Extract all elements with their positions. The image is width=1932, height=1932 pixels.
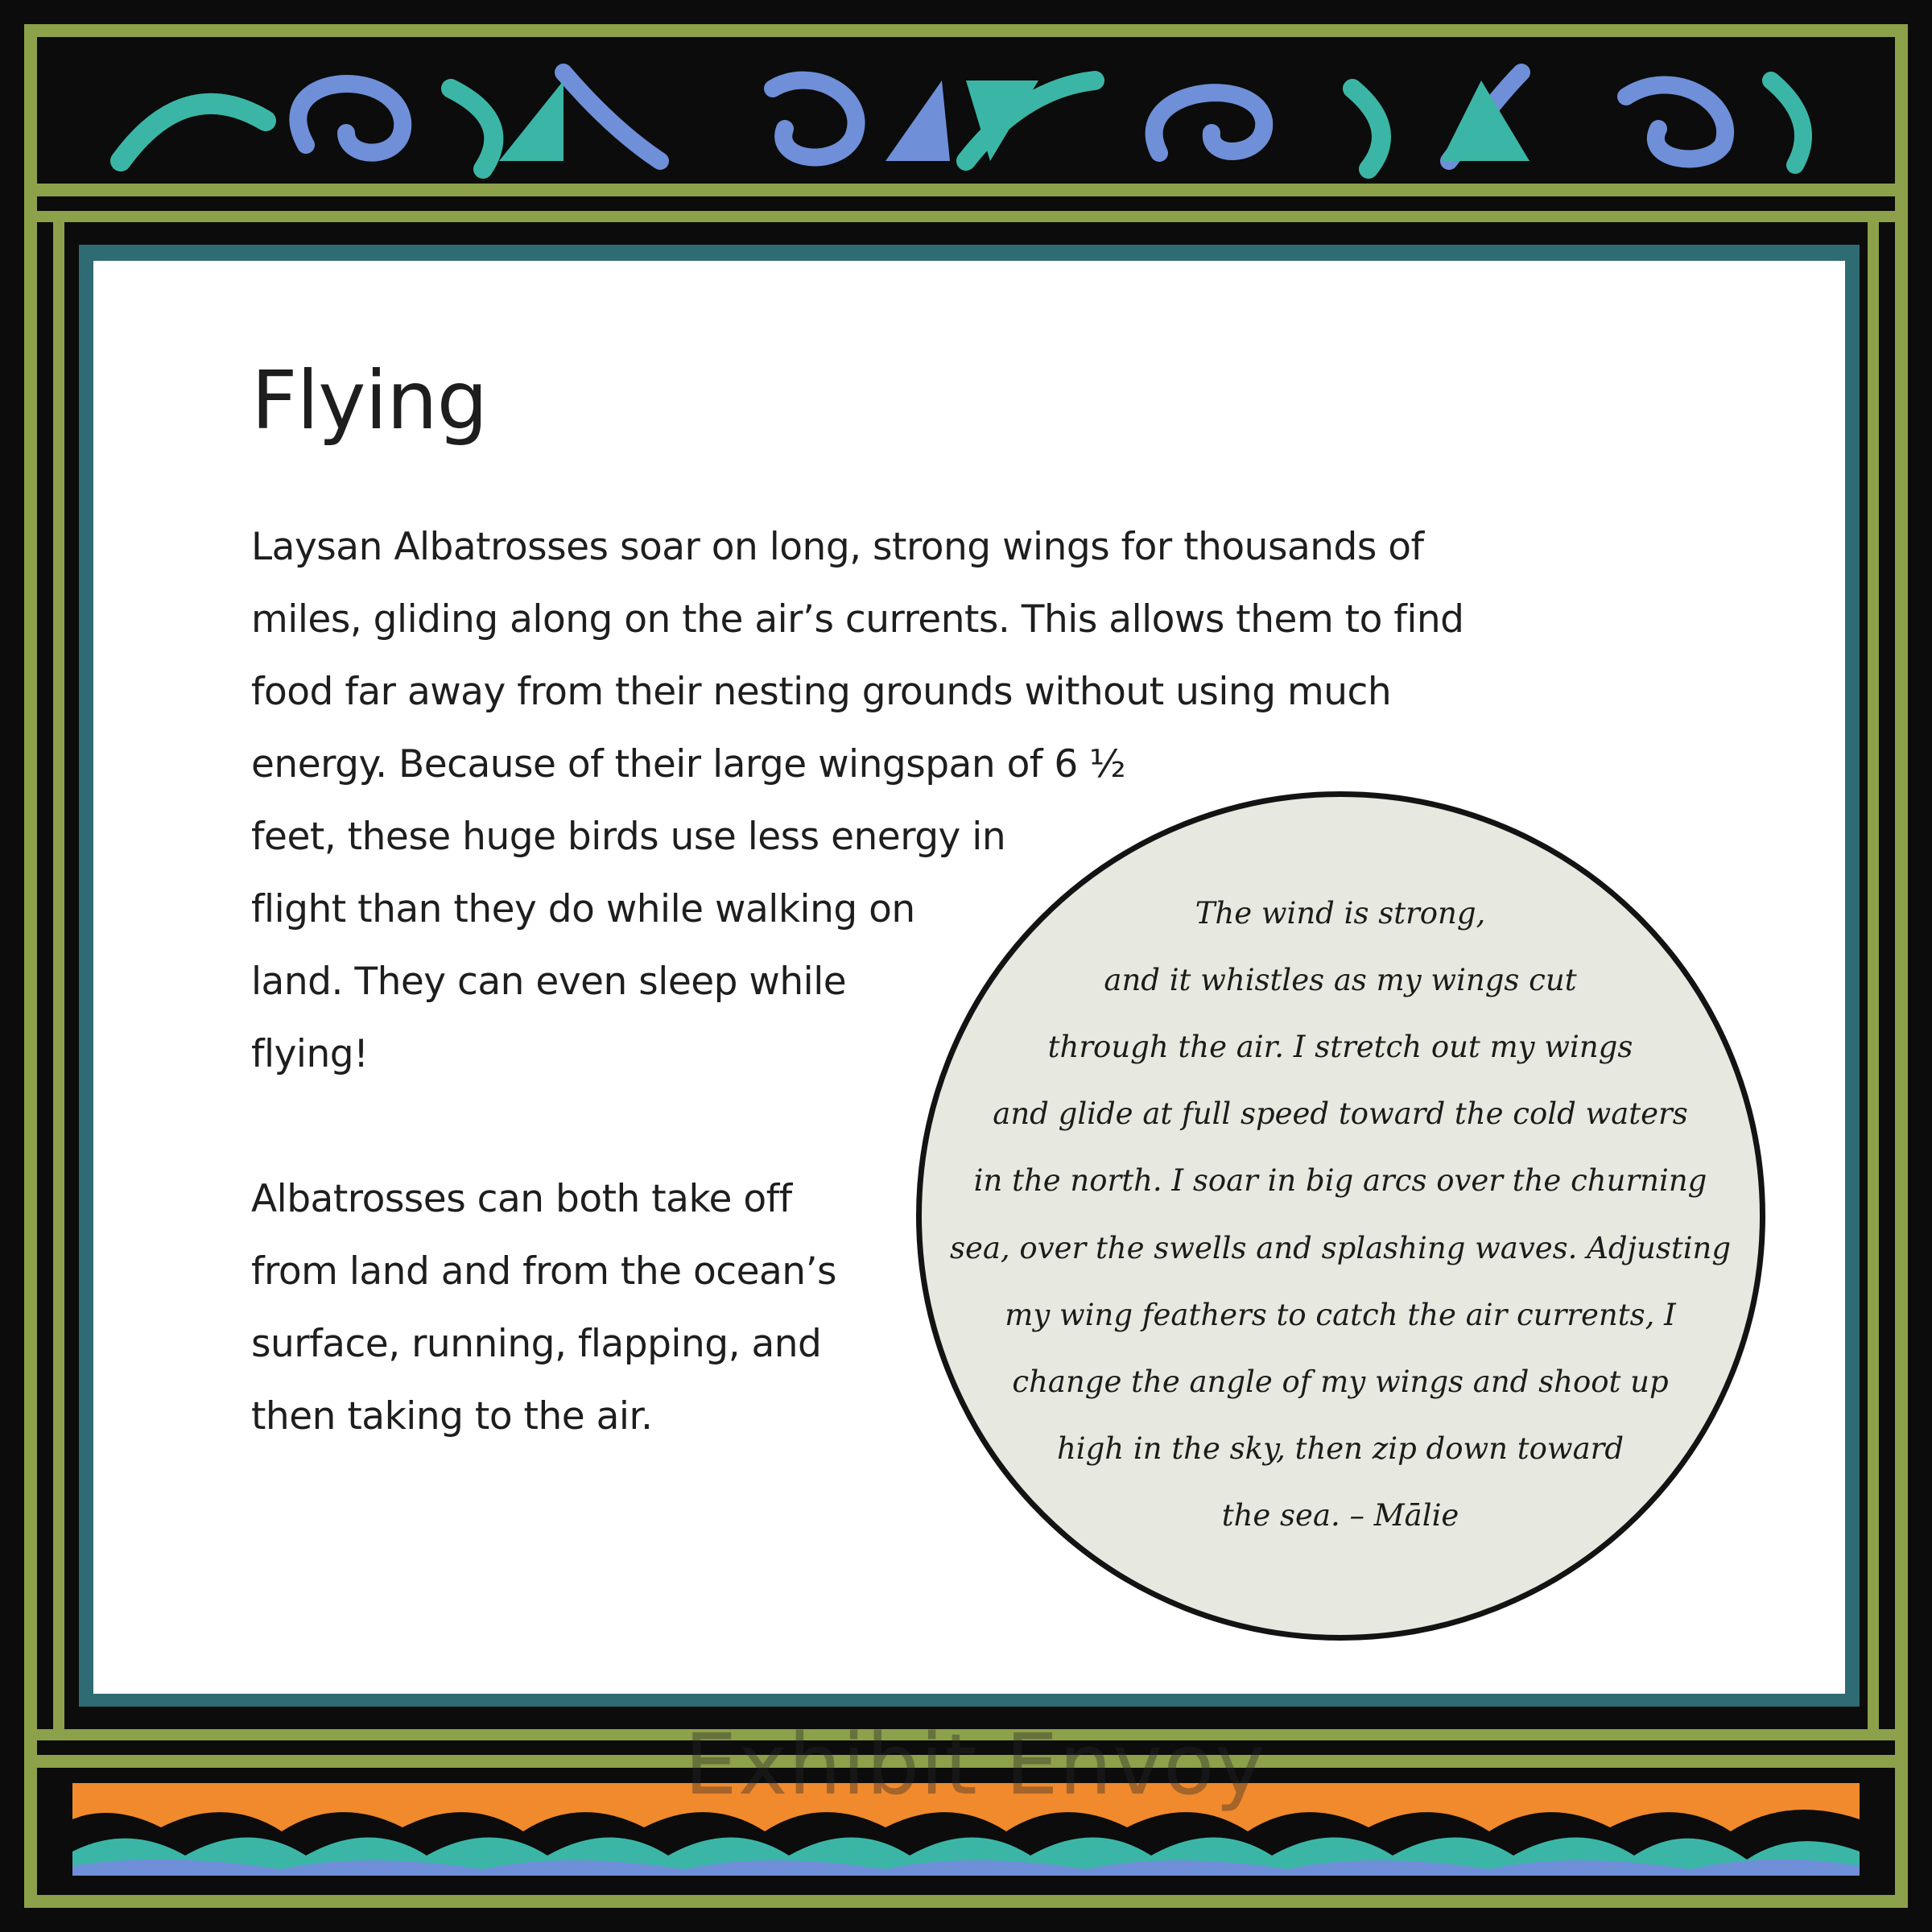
quote-line: the sea. – Mālie bbox=[1221, 1498, 1459, 1533]
body-line: flying! bbox=[251, 1032, 369, 1076]
quote-line: in the north. I soar in big arcs over the churning bbox=[973, 1163, 1707, 1198]
body-line: flight than they do while walking on bbox=[251, 887, 915, 931]
watermark: Exhibit Envoy bbox=[684, 1715, 1266, 1814]
body-line: from land and from the ocean’s bbox=[251, 1249, 837, 1294]
quote-line: and it whistles as my wings cut bbox=[1104, 963, 1577, 997]
body-line: surface, running, flapping, and bbox=[251, 1322, 822, 1366]
body-line: Albatrosses can both take off bbox=[251, 1177, 792, 1221]
body-line: miles, gliding along on the air’s currents. This allows them to find bbox=[251, 597, 1464, 642]
quote-line: through the air. I stretch out my wings bbox=[1047, 1030, 1633, 1064]
top-swirl-band bbox=[72, 60, 1860, 180]
quote-line: The wind is strong, bbox=[1195, 896, 1486, 931]
body-line: feet, these huge birds use less energy in bbox=[251, 815, 1006, 859]
body-line: then taking to the air. bbox=[251, 1394, 653, 1439]
body-line: food far away from their nesting grounds without using much bbox=[251, 670, 1392, 714]
quote-line: my wing feathers to catch the air currents, I bbox=[1005, 1298, 1676, 1332]
body-line: Laysan Albatrosses soar on long, strong wings for thousands of bbox=[251, 525, 1424, 569]
body-line: energy. Because of their large wingspan of 6 ½ bbox=[251, 742, 1126, 786]
quote-line: change the angle of my wings and shoot up bbox=[1012, 1364, 1669, 1399]
quote-line: sea, over the swells and splashing waves. Adjusting bbox=[949, 1231, 1732, 1265]
quote-line: high in the sky, then zip down toward bbox=[1056, 1431, 1624, 1466]
body-line: land. They can even sleep while bbox=[251, 960, 847, 1004]
quote-line: and glide at full speed toward the cold waters bbox=[993, 1096, 1688, 1131]
page-title: Flying bbox=[251, 353, 488, 448]
